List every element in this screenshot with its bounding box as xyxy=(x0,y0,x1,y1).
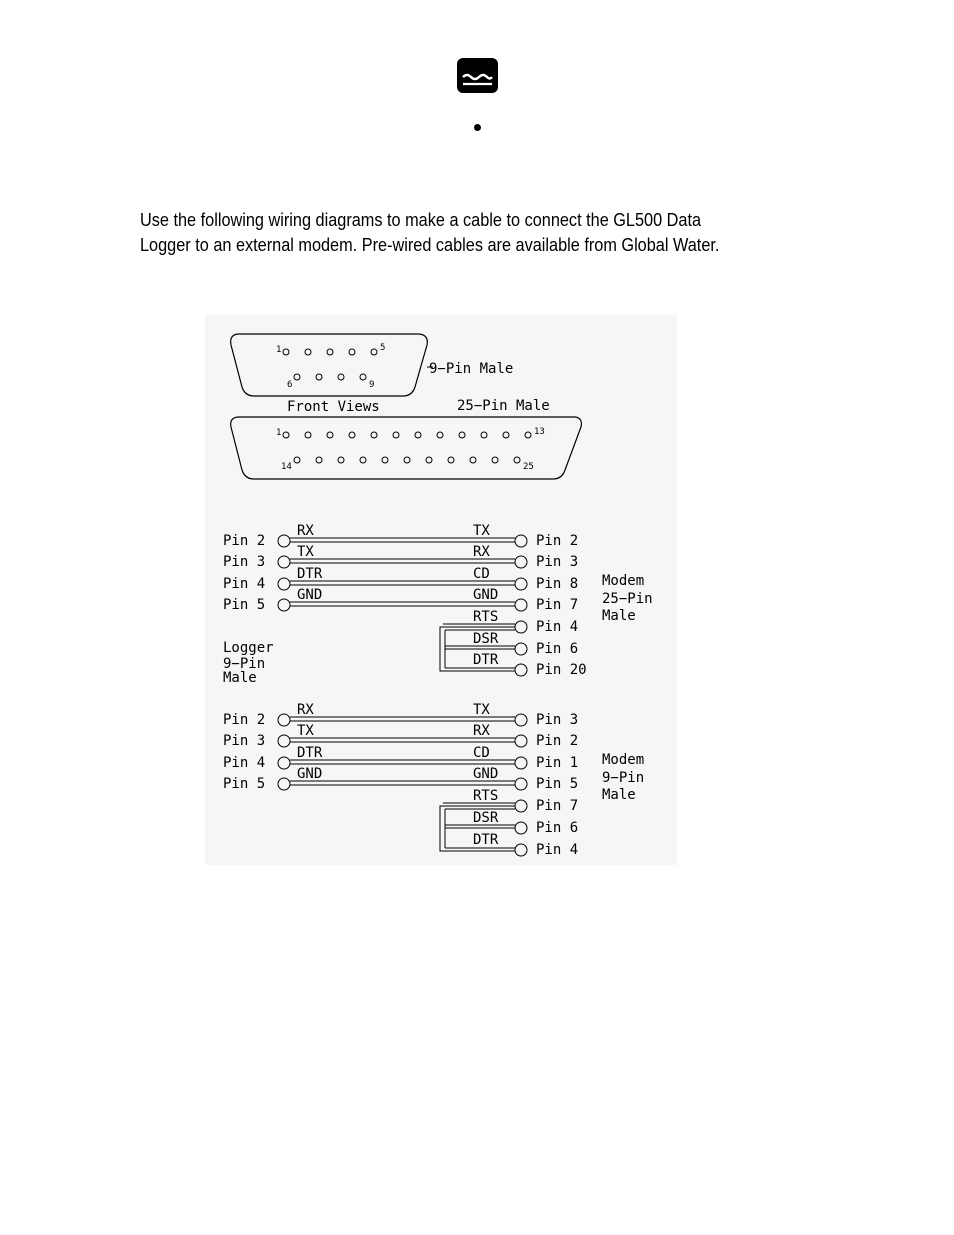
modem-25-label-line-1: Modem xyxy=(602,573,645,589)
m9-right-pin-5: Pin 5 xyxy=(536,776,579,792)
m25-right-signal-cd: CD xyxy=(473,566,490,582)
m9-left-pin-2: Pin 2 xyxy=(223,712,266,728)
m25-right-signal-gnd: GND xyxy=(473,587,499,603)
m25-left-signal-rx: RX xyxy=(297,523,314,539)
m9-right-signal-cd: CD xyxy=(473,745,490,761)
m9-right-pin-4: Pin 4 xyxy=(536,842,579,858)
m25-left-pin-3: Pin 3 xyxy=(223,554,266,570)
twentyfive-pin-number-1: 1 xyxy=(276,428,282,438)
m9-left-pin-3: Pin 3 xyxy=(223,733,266,749)
m25-right-signal-rts: RTS xyxy=(473,609,499,625)
twentyfive-pin-number-14: 14 xyxy=(281,462,292,472)
m25-left-pin-2: Pin 2 xyxy=(223,533,266,549)
wiring-diagram-svg xyxy=(205,315,677,865)
m9-right-pin-3: Pin 3 xyxy=(536,712,579,728)
m25-left-pin-4: Pin 4 xyxy=(223,576,266,592)
m25-right-signal-dsr: DSR xyxy=(473,631,499,647)
logger-label-line-3: Male xyxy=(223,670,257,686)
m9-left-pin-5: Pin 5 xyxy=(223,776,266,792)
nine-pin-male-label: 9−Pin Male xyxy=(429,361,514,377)
m9-right-signal-rts: RTS xyxy=(473,788,499,804)
m9-right-pin-1: Pin 1 xyxy=(536,755,579,771)
m25-left-signal-dtr: DTR xyxy=(297,566,323,582)
m9-left-signal-tx: TX xyxy=(297,723,314,739)
m9-right-signal-rx: RX xyxy=(473,723,490,739)
m25-right-pin-20: Pin 20 xyxy=(536,662,587,678)
logger-label-line-2: 9−Pin xyxy=(223,656,266,672)
instructions-paragraph xyxy=(140,207,756,257)
nine-pin-number-5: 5 xyxy=(380,343,386,353)
m25-right-pin-7: Pin 7 xyxy=(536,597,579,613)
m25-right-signal-dtr: DTR xyxy=(473,652,499,668)
m9-right-pin-7: Pin 7 xyxy=(536,798,579,814)
m9-left-signal-gnd: GND xyxy=(297,766,323,782)
twentyfive-pin-male-label: 25−Pin Male xyxy=(457,398,550,414)
m9-right-signal-gnd: GND xyxy=(473,766,499,782)
m25-right-pin-3: Pin 3 xyxy=(536,554,579,570)
m25-right-pin-2: Pin 2 xyxy=(536,533,579,549)
nine-pin-holes xyxy=(283,349,377,380)
twentyfive-pin-holes xyxy=(283,432,531,463)
modem-25-label-line-2: 25−Pin xyxy=(602,591,653,607)
m9-right-pin-6: Pin 6 xyxy=(536,820,579,836)
modem-25-label-line-3: Male xyxy=(602,608,636,624)
m9-right-pin-2: Pin 2 xyxy=(536,733,579,749)
m25-left-pin-5: Pin 5 xyxy=(223,597,266,613)
front-views-label: Front Views xyxy=(287,399,380,415)
bullet-point xyxy=(474,124,481,131)
m9-left-pin-4: Pin 4 xyxy=(223,755,266,771)
logger-label-line-1: Logger xyxy=(223,640,274,656)
nine-pin-connector-outline xyxy=(231,334,428,396)
instructions-line-1: Use the following wiring diagrams to make a cable to connect the GL500 Data xyxy=(140,209,702,230)
m9-left-signal-dtr: DTR xyxy=(297,745,323,761)
m25-left-signal-gnd: GND xyxy=(297,587,323,603)
modem-9-label-line-3: Male xyxy=(602,787,636,803)
wiring-diagram xyxy=(205,315,677,865)
m25-right-pin-8: Pin 8 xyxy=(536,576,579,592)
m9-right-signal-dtr: DTR xyxy=(473,832,499,848)
m25-right-signal-tx: TX xyxy=(473,523,490,539)
twentyfive-pin-number-25: 25 xyxy=(523,462,534,472)
m25-right-signal-rx: RX xyxy=(473,544,490,560)
m9-left-signal-rx: RX xyxy=(297,702,314,718)
nine-pin-number-9: 9 xyxy=(369,380,375,390)
modem-9-label-line-2: 9−Pin xyxy=(602,770,645,786)
nine-pin-number-1: 1 xyxy=(276,345,282,355)
instructions-line-2: Logger to an external modem. Pre-wired cables are available from Global Water. xyxy=(140,234,720,255)
m25-left-signal-tx: TX xyxy=(297,544,314,560)
m25-right-pin-6: Pin 6 xyxy=(536,641,579,657)
nine-pin-number-6: 6 xyxy=(287,380,293,390)
global-water-logo-icon xyxy=(456,57,499,94)
twentyfive-pin-number-13: 13 xyxy=(534,427,545,437)
m9-right-signal-tx: TX xyxy=(473,702,490,718)
m9-right-signal-dsr: DSR xyxy=(473,810,499,826)
m25-right-pin-4: Pin 4 xyxy=(536,619,579,635)
modem-9-label-line-1: Modem xyxy=(602,752,645,768)
